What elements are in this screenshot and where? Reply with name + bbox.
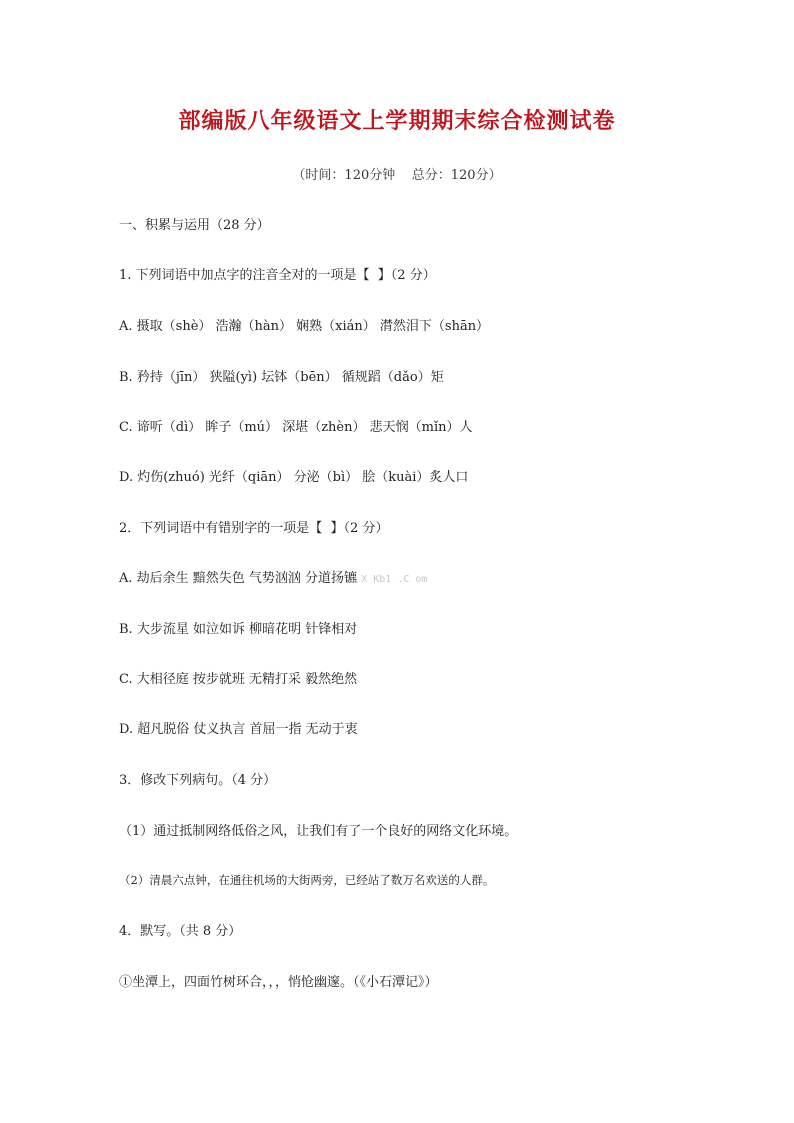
question-2-option-c: C. 大相径庭 按步就班 无精打采 毅然绝然 [119,672,358,687]
question-2-option-b: B. 大步流星 如泣如诉 柳暗花明 针锋相对 [119,622,358,637]
question-1-option-c: C. 谛听（dì） 眸子（mú） 深堪（zhèn） 悲天悯（mǐn）人 [119,420,473,435]
question-1-option-b: B. 矜持（jīn） 狭隘(yì) 坛钵（bēn） 循规蹈（dǎo）矩 [119,370,444,385]
exam-time-score: （时间：120分钟 总分：120分） [292,168,502,183]
page-title: 部编版八年级语文上学期期末综合检测试卷 [178,108,616,134]
section-heading: 一、积累与运用（28 分） [119,218,270,233]
question-2-stem: 2．下列词语中有错别字的一项是【 】（2 分） [119,521,389,536]
watermark-text: X Kb1 .C om [361,574,428,585]
option-text: A. 劫后余生 黯然失色 气势汹汹 分道扬镳 [119,571,358,586]
question-2-option-a [119,567,427,586]
question-1-stem: 1. 下列词语中加点字的注音全对的一项是【 】（2 分） [119,268,436,283]
question-3-stem: 3．修改下列病句。（4 分） [119,773,277,788]
question-4-stem: 4．默写。（共 8 分） [119,924,242,939]
question-3-item-1: （1）通过抵制网络低俗之风，让我们有了一个良好的网络文化环境。 [119,824,518,839]
question-4-item-1: ①坐潭上，四面竹树环合，，，悄怆幽邃。（《小石潭记》） [119,975,438,990]
question-2-option-d: D. 超凡脱俗 仗义执言 首屈一指 无动于衷 [119,722,358,737]
question-1-option-d: D. 灼伤(zhuó) 光纤（qiān） 分泌（bì） 脍（kuài）炙人口 [119,470,469,485]
question-3-item-2: （2）清晨六点钟，在通往机场的大街两旁，已经站了数万名欢送的人群。 [119,873,495,887]
question-1-option-a: A. 摄取（shè） 浩瀚（hàn） 娴熟（xián） 潸然泪下（shān） [119,319,490,334]
